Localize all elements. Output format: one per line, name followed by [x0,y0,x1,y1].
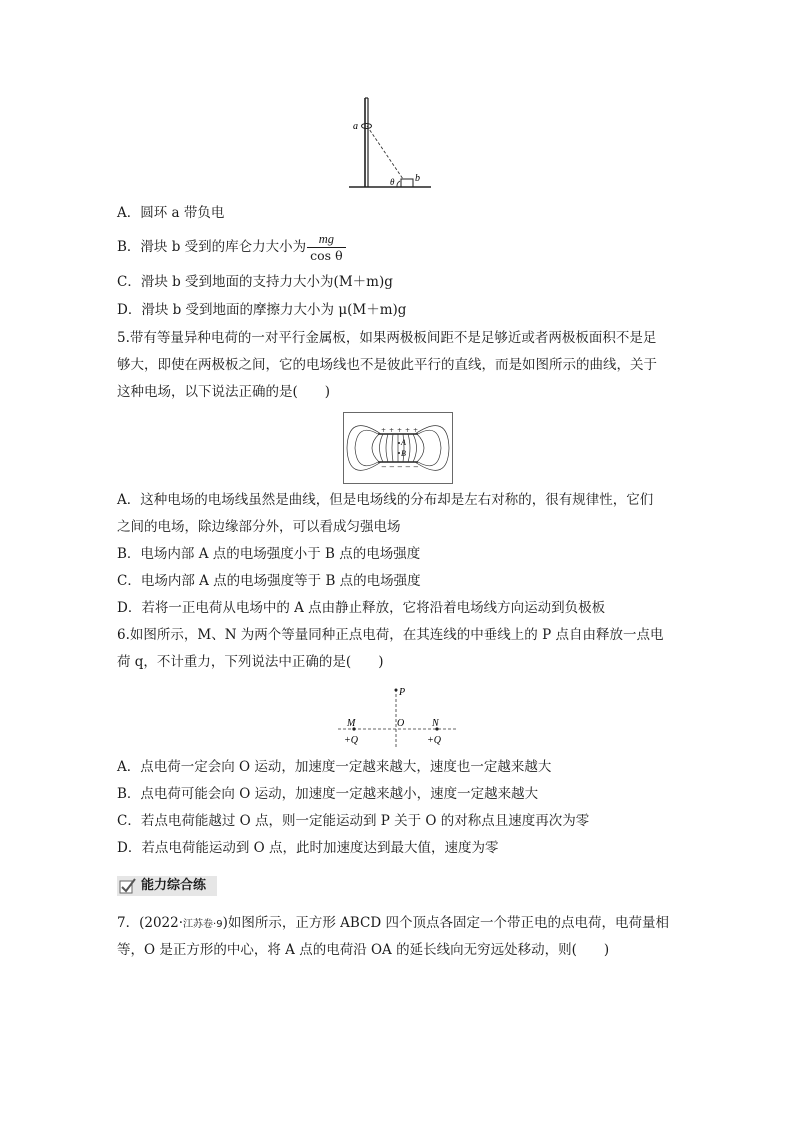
q7-stem-line-1 [117,913,669,935]
q6-option-c: C．若点电荷能越过 O 点，则一定能运动到 P 关于 O 的对称点且速度再次为零 [117,813,590,829]
q6-stem-line-1: 6.如图所示，M、N 为两个等量同种正点电荷，在其连线的中垂线上的 P 点自由释放一点电 [117,627,664,643]
svg-text:−: − [413,463,419,471]
label-A: A [401,438,406,447]
two-charges-figure [336,683,462,749]
q5-option-a-line-1: A．这种电场的电场线虽然是曲线，但是电场线的分布却是左右对称的，很有规律性，它们 [117,492,654,508]
q5-stem-line-2: 够大，即使在两极板之间，它的电场线也不是彼此平行的直线，而是如图所示的曲线，关于 [117,357,657,373]
svg-text:+: + [389,427,395,434]
label-charge-n: +Q [427,735,441,746]
fraction [307,232,345,263]
ring-a [362,124,372,129]
svg-text:−: − [381,463,387,471]
q6-stem-line-2: 荷 q，不计重力，下列说法中正确的是( ) [117,654,384,670]
minus-signs [381,463,419,471]
label-m: M [347,718,356,729]
svg-text:+: + [381,427,387,434]
svg-text:−: − [405,463,411,471]
q6-option-a: A．点电荷一定会向 O 运动，加速度一定越来越大，速度也一定越来越大 [117,759,552,775]
fraction-denominator: cos θ [310,248,343,263]
q5-stem-line-1: 5.带有等量异种电荷的一对平行金属板，如果两极板间距不是足够近或者两极板面积不是足 [117,330,657,346]
label-B: B [401,449,406,458]
q7-prefix: 7．(2022· [117,915,184,931]
q5-option-b: B．电场内部 A 点的电场强度小于 B 点的电场强度 [117,546,421,562]
svg-text:+: + [413,427,419,434]
plus-signs [381,427,418,434]
q5-stem-line-3: 这种电场，以下说法正确的是( ) [117,384,331,400]
label-n: N [432,718,439,729]
q4-option-a: A．圆环 a 带负电 [117,205,225,221]
parallel-plate-field-figure [343,412,453,484]
q5-option-c: C．电场内部 A 点的电场强度等于 B 点的电场强度 [117,573,421,589]
q5-option-a-line-2: 之间的电场，除边缘部分外，可以看成匀强电场 [117,519,401,535]
q4-option-c: C．滑块 b 受到地面的支持力大小为(M＋m)g [117,274,393,290]
q5-option-d: D．若将一正电荷从电场中的 A 点由静止释放，它将沿着电场线方向运动到负极板 [117,600,606,616]
angle-arc [397,181,400,187]
q6-option-b: B．点电荷可能会向 O 运动，加速度一定越来越小，速度一定越来越大 [117,786,539,802]
q7-stem-line-2: 等，O 是正方形的中心，将 A 点的电荷沿 OA 的延长线向无穷远处移动，则( ) [117,942,610,958]
svg-text:+: + [405,427,411,434]
q6-option-d: D．若点电荷能运动到 O 点，此时加速度达到最大值，速度为零 [117,840,499,856]
point-b [398,452,400,454]
slider-b [401,179,413,187]
label-a: a [353,121,358,132]
section-title: 能力综合练 [141,878,207,893]
label-theta: θ [390,177,395,187]
q4-option-d: D．滑块 b 受到地面的摩擦力大小为 μ(M＋m)g [117,302,407,318]
fraction-numerator: mg [307,232,345,248]
svg-text:−: − [397,463,403,471]
label-b: b [415,173,420,184]
label-charge-m: +Q [344,735,358,746]
q4-option-b-text: B．滑块 b 受到的库仑力大小为 [117,239,307,255]
q7-source: 江苏卷·9 [183,919,223,930]
q7-stem-text: )如图所示，正方形 ABCD 四个顶点各固定一个带正电的点电荷，电荷量相 [222,915,669,931]
checkbox-check-icon [119,878,137,894]
svg-text:−: − [389,463,395,471]
label-o: O [397,718,405,729]
point-p [395,689,398,692]
point-a [398,442,400,444]
q4-option-b [117,232,347,263]
svg-text:+: + [397,427,403,434]
label-p: P [399,687,406,698]
dashed-line [367,126,403,179]
pole-ring-slider-figure [345,95,435,190]
